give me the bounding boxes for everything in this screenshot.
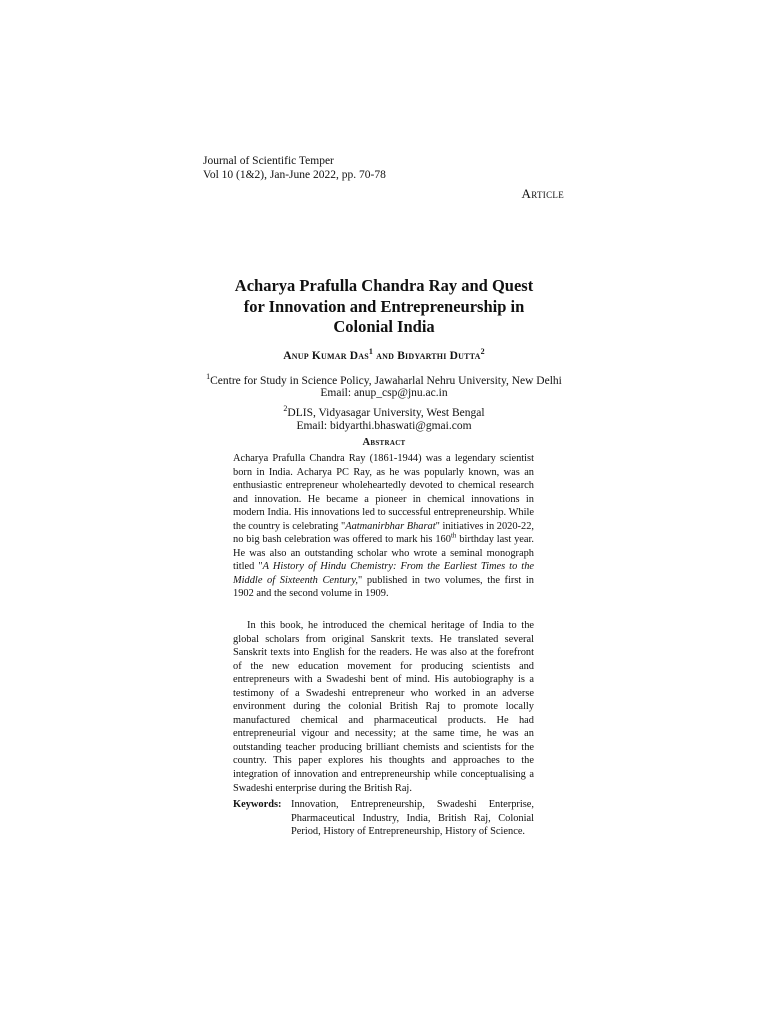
abstract-p1-italic-2: A History of Hindu Chemistry: From the Earliest Times to the Middle of Sixteenth Century, bbox=[233, 561, 534, 586]
title-line-2: for Innovation and Entrepreneurship in bbox=[243, 296, 525, 316]
paper-title bbox=[180, 276, 588, 338]
journal-name: Journal of Scientific Temper bbox=[203, 155, 334, 167]
title-line-3: Colonial India bbox=[333, 317, 435, 336]
affiliation-1-sup: 1 bbox=[206, 372, 211, 381]
abstract-p1-sup: th bbox=[450, 531, 457, 540]
journal-issue: Vol 10 (1&2), Jan-June 2022, pp. 70-78 bbox=[203, 169, 386, 181]
article-type-label: Article bbox=[521, 186, 564, 201]
abstract-heading: Abstract bbox=[362, 437, 406, 448]
author-sup-2: 2 bbox=[480, 347, 485, 356]
author-email-1: Email: anup_csp@jnu.ac.in bbox=[320, 387, 448, 399]
author-list bbox=[180, 347, 588, 362]
author-name-1: Anup Kumar Das bbox=[283, 349, 369, 362]
abstract-p1-italic-1: Aatmanirbhar Bharat bbox=[345, 520, 436, 532]
abstract-p2-text: In this book, he introduced the chemical heritage of India to the global scholars from original Sanskrit texts. He translated several Sanskrit texts into English for the readers. He was also at the forefront of the new education movement for producing scientists and entrepreneurs with a Swadeshi bent of mind. His autobiography is a testimony of a Swadeshi entrepreneur who worked in an adverse environment during the colonial British Raj to promote locally manufactured chemical and pharmaceutical products. He had entrepreneurial vigour and necessity; at the same time, he was an outstanding teacher producing brilliant chemists and scientists for the country. This paper explores his thoughts and approaches to the integration of innovation and entrepreneurship while conceptualising a Swadeshi enterprise during the British Raj. bbox=[233, 620, 534, 794]
author-email-2: Email: bidyarthi.bhaswati@gmai.com bbox=[296, 420, 472, 432]
author-connector: and bbox=[376, 349, 395, 362]
keywords-label: Keywords: bbox=[233, 799, 282, 810]
affiliation-2-sup: 2 bbox=[283, 404, 288, 413]
author-name-2: Bidyarthi Dutta bbox=[397, 349, 481, 362]
abstract-p1-text-c: birthday last year. He was also an outstanding scholar who wrote a seminal monograph titled " bbox=[233, 534, 534, 573]
title-line-1: Acharya Prafulla Chandra Ray and Quest bbox=[234, 276, 534, 295]
abstract-paragraph-2 bbox=[233, 619, 534, 795]
abstract-p1-text-d: " published in two volumes, the first in 1902 and the second volume in 1909. bbox=[233, 574, 535, 600]
keywords bbox=[233, 798, 534, 839]
abstract-p1-text-b: " initiatives in 2020-22, no big bash celebration was offered to mark his 160 bbox=[233, 520, 534, 546]
affiliation-2 bbox=[160, 402, 608, 420]
journal-info bbox=[203, 154, 386, 182]
author-sup-1: 1 bbox=[368, 347, 374, 356]
abstract-p1-text-a: Acharya Prafulla Chandra Ray (1861-1944) was a legendary scientist born in India. Acharya PC Ray, as he was popularly known, was an enthusiastic entrepreneur wholeheartedly devoted to chemical research and innovation. He became a pioneer in chemical innovations in modern India. His innovations led to successful entrepreneurship. While the country is celebrating " bbox=[233, 453, 534, 532]
keywords-text: Innovation, Entrepreneurship, Swadeshi Enterprise, Pharmaceutical Industry, India, British Raj, Colonial Period, History of Entrepreneurship, History of Science. bbox=[291, 799, 534, 838]
affiliation-1-text: Centre for Study in Science Policy, Jawaharlal Nehru University, New Delhi bbox=[210, 374, 562, 387]
affiliation-2-text: DLIS, Vidyasagar University, West Bengal bbox=[287, 406, 485, 419]
abstract-paragraph-1 bbox=[233, 452, 534, 601]
